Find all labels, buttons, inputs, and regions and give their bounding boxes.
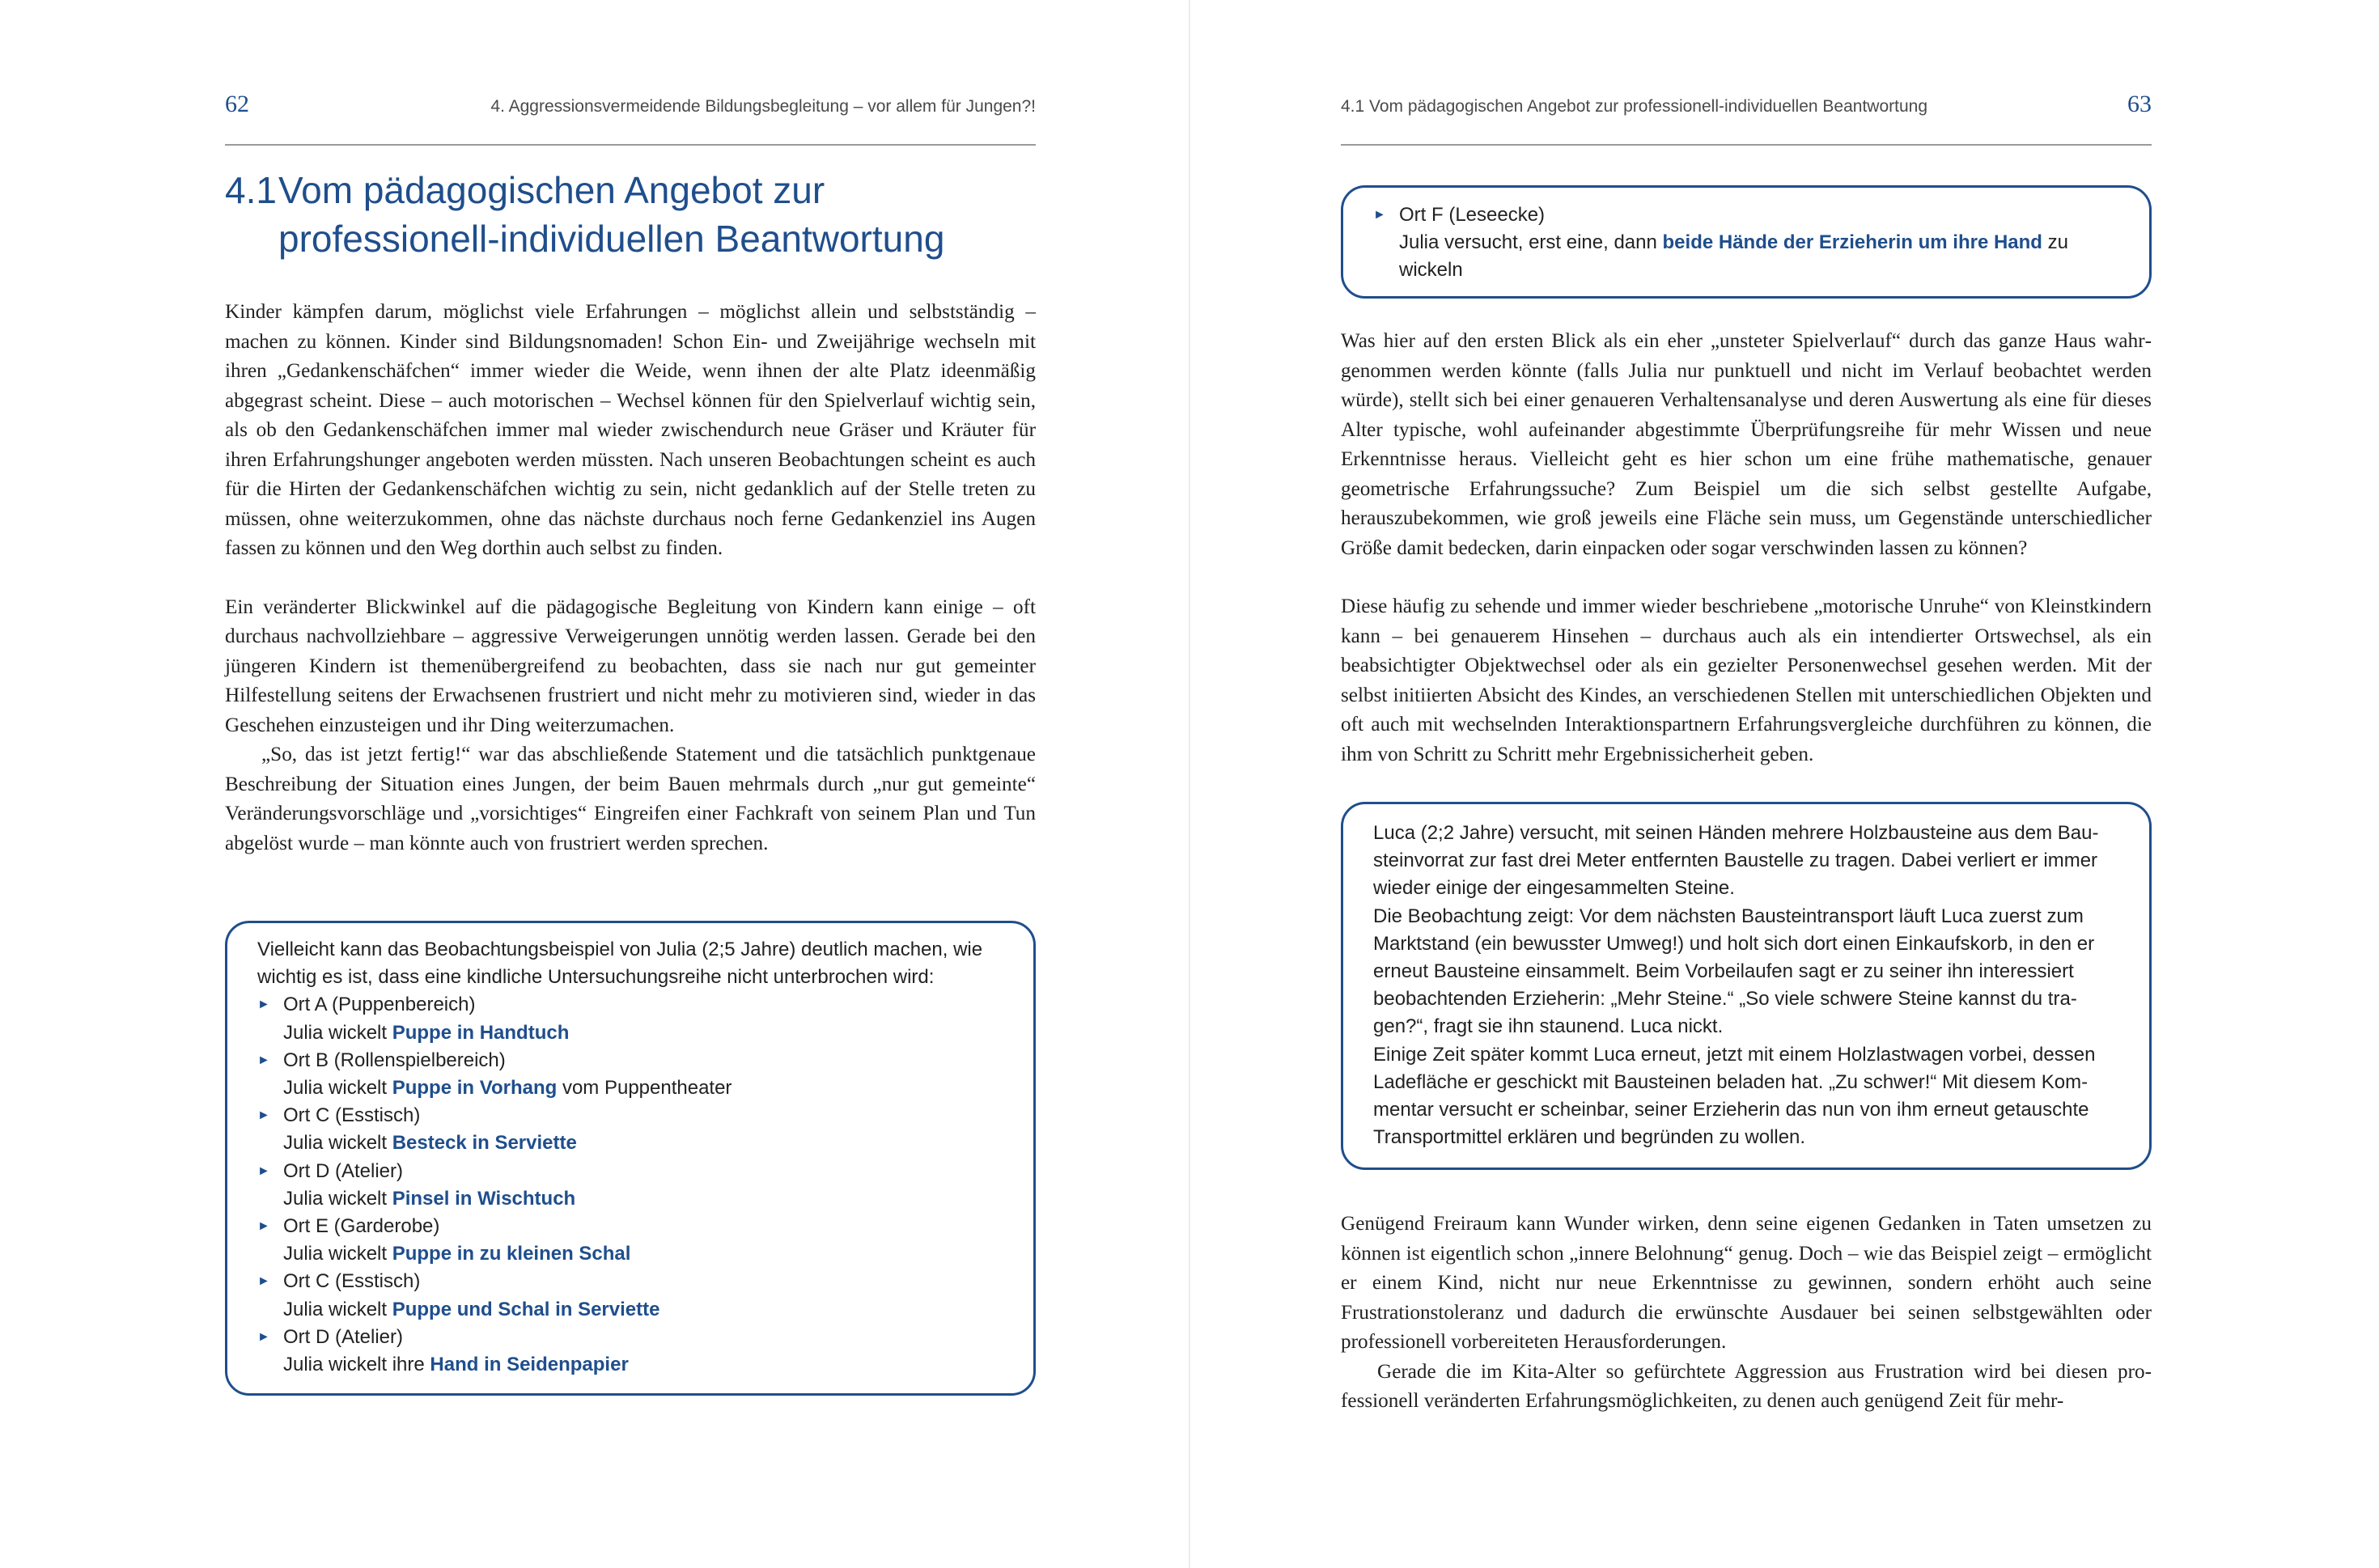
observation-place: Ort D (Atelier)	[283, 1159, 404, 1182]
page-number: 63	[2127, 91, 2152, 117]
action-text: Julia wickelt	[283, 1298, 392, 1320]
right-page	[1341, 0, 2152, 1568]
box-intro: Vielleicht kann das Beobachtungsbeispiel von Julia (2;5 Jahre) deutlich machen, wie wichtig es ist, dass eine kindliche Untersuchungsreihe nicht unterbrochen wird:	[257, 939, 983, 989]
body-text	[1341, 1210, 2152, 1417]
running-title: 4. Aggressionsvermeidende Bildungsbegleitung – vor allem für Jungen?!	[490, 97, 1036, 116]
paragraph: „So, das ist jetzt fertig!“ war das abschließende Statement und die tatsächlich punktgenaue Beschreibung der Situation eines Jungen, der beim Bauen mehrmals durch „nur gut gemeinte“ Veränderungsvorschläge und „vorsichtiges“ Eingreifen einer Fachkraft von seinem Plan und Tun abgelöst wurde – man könnte auch von frustriert werden sprechen.	[225, 744, 1036, 854]
arrow-bullet-icon: ►	[1373, 208, 1386, 222]
book-spine	[1189, 0, 1190, 1568]
body-text	[1341, 327, 2152, 769]
action-highlight: Pinsel in Wischtuch	[392, 1187, 576, 1210]
action-text: Julia wickelt	[283, 1132, 392, 1155]
action-text: Julia wickelt	[283, 1243, 392, 1265]
body-text	[225, 298, 1036, 858]
arrow-bullet-icon: ►	[257, 1329, 270, 1344]
page-header	[1341, 87, 2152, 146]
arrow-bullet-icon: ►	[257, 1274, 270, 1289]
paragraph: Kinder kämpfen darum, möglichst viele Erfahrungen – möglichst allein und selbstständig – machen zu können. Kinder sind Bildungsnomaden! Schon Ein- und Zweijährige wechseln mit ihren „Gedankenschäfchen“ immer wieder die Weide, wenn ihnen der alte Platz ideenmäßig abgegrast scheint. Diese – auch motorischen – Wechsel können für den Spielverlauf wichtig sein, als ob den Gedankenschäfchen immer mal wieder zwischendurch neue Gräser und Kräuter für ihren Erfahrungshunger angeboten werden müssten. Nach unseren Beobachtungen scheint es auch für die Hirten der Gedankenschäfchen wichtig zu sein, nicht gedanklich auf der Stelle treten zu müssen, ohne weiterzukommen, ohne das nächste durchaus noch ferne Gedankenziel ins Augen fassen zu können und den Weg dorthin auch selbst zu finden.	[225, 301, 1036, 559]
action-highlight: Puppe und Schal in Serviette	[392, 1298, 660, 1320]
observation-item	[257, 1047, 1004, 1102]
section-title-text: Vom pädagogischen Angebot zur professionell-individuellen Beantwortung	[278, 169, 945, 260]
observation-action	[1399, 229, 2120, 284]
action-highlight: Puppe in Vorhang	[392, 1077, 558, 1100]
action-text: Julia wickelt	[283, 1187, 392, 1210]
action-text: Julia wickelt ihre	[283, 1354, 430, 1376]
observation-item	[1373, 201, 2120, 285]
action-highlight: Puppe in zu kleinen Schal	[392, 1243, 631, 1265]
paragraph: Was hier auf den ersten Blick als ein eher „unsteter Spielverlauf“ durch das ganze Haus wahrgenommen werden könnte (falls Julia nur punktuell und nicht im Verlauf beobachtet werden würde), stellt sich bei einer genaueren Verhaltensanalyse und deren Auswertung als eine für dieses Alter typische, wohl aufeinander abgestimmte Überprüfungsreihe für mehr Wissen und neue Erkenntnisse heraus. Vielleicht geht es hier schon um eine frühe mathematische, genauer geometrische Erfahrungssuche? Zum Beispiel um die sich selbst gestellte Aufgabe, herauszubekommen, wie groß jeweils eine Fläche sein muss, um Gegenstände unterschiedlicher Größe damit bedecken, darin einpacken oder sogar verschwinden lassen zu können?	[1341, 330, 2152, 559]
paragraph: Ein veränderter Blickwinkel auf die pädagogische Begleitung von Kindern kann einige – oft durchaus nachvollziehbare – aggressive Verweigerungen unnötig werden lassen. Gerade bei den jüngeren Kindern ist themenübergreifend zu beobachten, dass sie nach nur gut gemeinter Hilfestellung seitens der Erwachsenen frustriert und nicht mehr zu motivieren sind, wieder in das Geschehen einzusteigen und ihr Ding weiterzumachen.	[225, 595, 1036, 736]
action-text: Julia versucht, erst eine, dann	[1399, 231, 1663, 254]
arrow-bullet-icon: ►	[257, 1163, 270, 1178]
section-heading	[225, 166, 1036, 263]
observation-action	[283, 1074, 1004, 1102]
observation-item	[257, 1268, 1004, 1323]
box-paragraph: Die Beobachtung zeigt: Vor dem nächsten Bausteintransport läuft Luca zuerst zum Marktstand (ein bewusster Umweg!) und holt sich dort einen Einkaufskorb, in den er erneut Bausteine einsammelt. Beim Vorbeilaufen sagt er zu seiner ihn interessiert beobachtenden Erzieherin: „Mehr Steine.“ „So viele schwere Steine kannst du tragen?“, fragt sie ihn staunend. Luca nickt.	[1373, 905, 2095, 1038]
paragraph: Diese häufig zu sehende und immer wieder beschriebene „motorische Unruhe“ von Kleinstkindern kann – bei genauerem Hinsehen – durchaus auch als ein intendierter Ortswechsel, als ein beabsichtigter Objektwechsel oder als ein gezielter Personenwechsel gesehen werden. Mit der selbst initiierten Absicht des Kindes, an verschiedenen Stellen mit unterschiedlichen Objekten und oft auch mit wechselnden Interaktionspartnern Erfahrungsvergleiche durchführen zu können, die ihm von Schritt zu Schritt mehr Ergebnissicherheit geben.	[1341, 595, 2152, 765]
observation-place: Ort B (Rollenspielbereich)	[283, 1049, 506, 1071]
action-text: Julia wickelt	[283, 1077, 392, 1100]
observation-list	[257, 991, 1004, 1379]
box-paragraph: Luca (2;2 Jahre) versucht, mit seinen Händen mehrere Holzbausteine aus dem Bausteinvorrat zur fast drei Meter entfernten Baustelle zu tragen. Dabei verliert er immer wieder einige der eingesammelten Steine.	[1373, 822, 2099, 900]
observation-action	[283, 1296, 1004, 1324]
observation-box-luca	[1341, 802, 2152, 1170]
observation-action	[283, 1185, 1004, 1213]
arrow-bullet-icon: ►	[257, 998, 270, 1012]
observation-action	[283, 1351, 1004, 1379]
page-number: 62	[225, 91, 249, 117]
observation-place: Ort F (Leseecke)	[1399, 204, 1546, 226]
observation-box-julia-cont	[1341, 185, 2152, 299]
observation-item	[257, 1213, 1004, 1268]
observation-item	[257, 1158, 1004, 1213]
page-header	[225, 87, 1036, 146]
left-page	[225, 0, 1036, 1568]
paragraph: Genügend Freiraum kann Wunder wirken, denn seine eigenen Gedanken in Taten umsetzen zu können ist eigentlich schon „innere Belohnung“ genug. Doch – wie das Beispiel zeigt – ermöglicht er einem Kind, nicht nur neue Erkenntnisse zu gewinnen, sondern erhöht auch seine Frustrationstoleranz und dadurch die erwünschte Ausdauer bei seinen selbstgewählten oder professionell vorbereiteten Herausforderungen.	[1341, 1213, 2152, 1353]
observation-item	[257, 991, 1004, 1046]
observation-box-julia	[225, 921, 1036, 1396]
action-highlight: Hand in Seidenpapier	[430, 1354, 629, 1376]
observation-item	[257, 1324, 1004, 1379]
arrow-bullet-icon: ►	[257, 1219, 270, 1234]
observation-action	[283, 1129, 1004, 1157]
action-highlight: Besteck in Serviette	[392, 1132, 577, 1155]
action-text: vom Puppentheater	[557, 1077, 732, 1100]
observation-action	[283, 1019, 1004, 1047]
action-text: Julia wickelt	[283, 1021, 392, 1044]
paragraph: Gerade die im Kita-Alter so gefürchtete Aggression aus Frustration wird bei diesen professionell veränderten Erfahrungsmöglichkeiten, zu denen auch genügend Zeit für mehr-	[1341, 1360, 2152, 1412]
arrow-bullet-icon: ►	[257, 1053, 270, 1067]
running-title: 4.1 Vom pädagogischen Angebot zur professionell-individuellen Beantwortung	[1341, 97, 1927, 116]
observation-place: Ort D (Atelier)	[283, 1325, 404, 1348]
observation-action	[283, 1240, 1004, 1268]
observation-place: Ort C (Esstisch)	[283, 1270, 421, 1293]
arrow-bullet-icon: ►	[257, 1108, 270, 1123]
action-suffix: zu wickeln	[1399, 231, 2068, 282]
observation-place: Ort A (Puppenbereich)	[283, 994, 476, 1016]
section-number: 4.1	[225, 169, 277, 211]
observation-item	[257, 1102, 1004, 1157]
observation-place: Ort C (Esstisch)	[283, 1104, 421, 1127]
action-highlight: beide Hände der Erzieherin um ihre Hand	[1662, 231, 2042, 254]
observation-place: Ort E (Garderobe)	[283, 1215, 440, 1238]
action-highlight: Puppe in Handtuch	[392, 1021, 570, 1044]
box-paragraph: Einige Zeit später kommt Luca erneut, jetzt mit einem Holzlastwagen vorbei, dessen Ladefläche er geschickt mit Bausteinen beladen hat. „Zu schwer!“ Mit diesem Kommentar versucht er scheinbar, seiner Erzieherin das nun von ihm erneut getauschte Transportmittel erklären und begründen zu wollen.	[1373, 1043, 2096, 1149]
